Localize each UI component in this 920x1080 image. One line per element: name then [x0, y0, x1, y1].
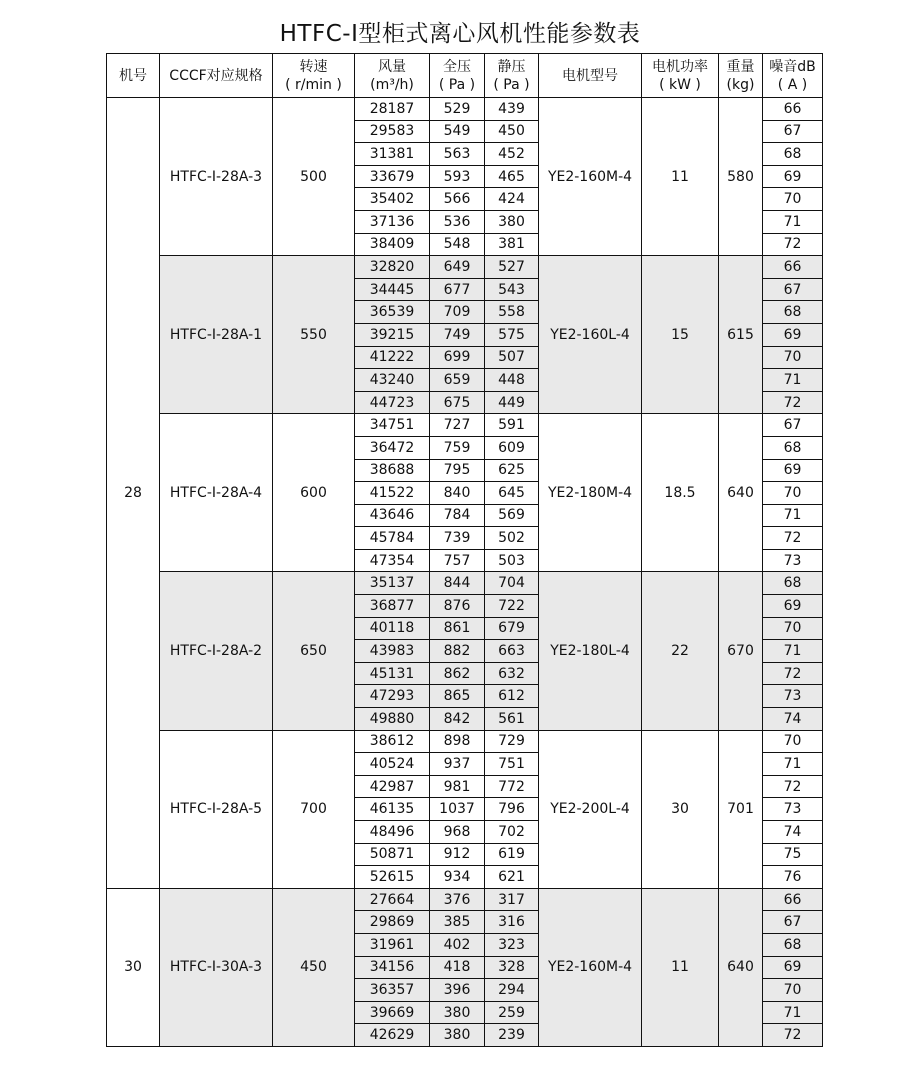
air-volume-cell: 35137 [355, 572, 430, 595]
motor-model-cell: YE2-160L-4 [539, 256, 642, 414]
header-text: 全压 [443, 58, 471, 75]
air-volume-cell: 28187 [355, 98, 430, 121]
static-pressure-cell: 507 [485, 346, 539, 369]
air-volume-cell: 48496 [355, 821, 430, 844]
static-pressure-cell: 448 [485, 369, 539, 392]
total-pressure-cell: 563 [430, 143, 485, 166]
total-pressure-cell: 396 [430, 979, 485, 1002]
header-text: 风量 [378, 58, 406, 75]
air-volume-cell: 45784 [355, 527, 430, 550]
total-pressure-cell: 981 [430, 775, 485, 798]
table-row [107, 256, 823, 279]
header-text: CCCF对应规格 [169, 67, 263, 84]
static-pressure-cell: 294 [485, 979, 539, 1002]
total-pressure-cell: 968 [430, 821, 485, 844]
air-volume-cell: 49880 [355, 708, 430, 731]
header-static-pressure [485, 54, 539, 98]
noise-cell: 66 [763, 888, 823, 911]
total-pressure-cell: 749 [430, 323, 485, 346]
air-volume-cell: 47354 [355, 549, 430, 572]
static-pressure-cell: 612 [485, 685, 539, 708]
air-volume-cell: 38688 [355, 459, 430, 482]
air-volume-cell: 40524 [355, 753, 430, 776]
air-volume-cell: 36472 [355, 436, 430, 459]
total-pressure-cell: 861 [430, 617, 485, 640]
noise-cell: 67 [763, 414, 823, 437]
air-volume-cell: 40118 [355, 617, 430, 640]
total-pressure-cell: 677 [430, 278, 485, 301]
air-volume-cell: 37136 [355, 210, 430, 233]
noise-cell: 75 [763, 843, 823, 866]
air-volume-cell: 52615 [355, 866, 430, 889]
noise-cell: 72 [763, 1024, 823, 1047]
spec-cell: HTFC-I-28A-3 [160, 98, 273, 256]
header-motor-power [642, 54, 719, 98]
noise-cell: 68 [763, 301, 823, 324]
noise-cell: 74 [763, 708, 823, 731]
spec-cell: HTFC-I-28A-2 [160, 572, 273, 730]
air-volume-cell: 29583 [355, 120, 430, 143]
static-pressure-cell: 575 [485, 323, 539, 346]
air-volume-cell: 31381 [355, 143, 430, 166]
spec-cell: HTFC-I-28A-5 [160, 730, 273, 888]
table-row [107, 888, 823, 911]
header-row [107, 54, 823, 98]
noise-cell: 67 [763, 278, 823, 301]
static-pressure-cell: 591 [485, 414, 539, 437]
motor-power-cell: 22 [642, 572, 719, 730]
noise-cell: 70 [763, 617, 823, 640]
air-volume-cell: 34156 [355, 956, 430, 979]
machine-no-cell: 28 [107, 98, 160, 889]
air-volume-cell: 36357 [355, 979, 430, 1002]
speed-cell: 450 [273, 888, 355, 1046]
noise-cell: 70 [763, 482, 823, 505]
static-pressure-cell: 439 [485, 98, 539, 121]
header-noise [763, 54, 823, 98]
header-text: ( Pa ) [438, 76, 476, 93]
static-pressure-cell: 239 [485, 1024, 539, 1047]
weight-cell: 670 [719, 572, 763, 730]
static-pressure-cell: 323 [485, 933, 539, 956]
static-pressure-cell: 632 [485, 662, 539, 685]
static-pressure-cell: 452 [485, 143, 539, 166]
header-text: ( Pa ) [493, 76, 530, 93]
total-pressure-cell: 380 [430, 1001, 485, 1024]
header-text: ( r/min ) [285, 76, 342, 93]
speed-cell: 550 [273, 256, 355, 414]
static-pressure-cell: 502 [485, 527, 539, 550]
header-text: (kg) [726, 76, 755, 93]
static-pressure-cell: 704 [485, 572, 539, 595]
total-pressure-cell: 757 [430, 549, 485, 572]
noise-cell: 67 [763, 911, 823, 934]
motor-power-cell: 18.5 [642, 414, 719, 572]
total-pressure-cell: 862 [430, 662, 485, 685]
header-weight [719, 54, 763, 98]
noise-cell: 72 [763, 527, 823, 550]
header-text: ( A ) [777, 76, 808, 93]
noise-cell: 70 [763, 979, 823, 1002]
static-pressure-cell: 722 [485, 595, 539, 618]
total-pressure-cell: 882 [430, 640, 485, 663]
noise-cell: 73 [763, 798, 823, 821]
weight-cell: 701 [719, 730, 763, 888]
noise-cell: 73 [763, 549, 823, 572]
total-pressure-cell: 566 [430, 188, 485, 211]
total-pressure-cell: 593 [430, 165, 485, 188]
header-text: 转速 [299, 58, 328, 75]
noise-cell: 71 [763, 504, 823, 527]
machine-no-cell: 30 [107, 888, 160, 1046]
noise-cell: 71 [763, 210, 823, 233]
speed-cell: 700 [273, 730, 355, 888]
table-row [107, 98, 823, 121]
static-pressure-cell: 772 [485, 775, 539, 798]
noise-cell: 71 [763, 640, 823, 663]
noise-cell: 76 [763, 866, 823, 889]
spec-cell: HTFC-I-30A-3 [160, 888, 273, 1046]
noise-cell: 72 [763, 662, 823, 685]
speed-cell: 650 [273, 572, 355, 730]
header-text: 重量 [726, 58, 755, 75]
motor-model-cell: YE2-200L-4 [539, 730, 642, 888]
static-pressure-cell: 328 [485, 956, 539, 979]
table-row [107, 572, 823, 595]
noise-cell: 69 [763, 459, 823, 482]
speed-cell: 600 [273, 414, 355, 572]
total-pressure-cell: 912 [430, 843, 485, 866]
noise-cell: 72 [763, 391, 823, 414]
air-volume-cell: 36539 [355, 301, 430, 324]
performance-table [106, 53, 823, 1047]
air-volume-cell: 32820 [355, 256, 430, 279]
weight-cell: 580 [719, 98, 763, 256]
noise-cell: 66 [763, 256, 823, 279]
air-volume-cell: 36877 [355, 595, 430, 618]
spec-cell: HTFC-I-28A-4 [160, 414, 273, 572]
motor-model-cell: YE2-180M-4 [539, 414, 642, 572]
air-volume-cell: 38409 [355, 233, 430, 256]
air-volume-cell: 41522 [355, 482, 430, 505]
table-row [107, 414, 823, 437]
static-pressure-cell: 609 [485, 436, 539, 459]
static-pressure-cell: 679 [485, 617, 539, 640]
noise-cell: 74 [763, 821, 823, 844]
static-pressure-cell: 645 [485, 482, 539, 505]
header-text: (m³/h) [370, 76, 414, 93]
header-total-pressure [430, 54, 485, 98]
total-pressure-cell: 659 [430, 369, 485, 392]
noise-cell: 72 [763, 233, 823, 256]
static-pressure-cell: 259 [485, 1001, 539, 1024]
noise-cell: 71 [763, 1001, 823, 1024]
weight-cell: 640 [719, 414, 763, 572]
total-pressure-cell: 784 [430, 504, 485, 527]
air-volume-cell: 38612 [355, 730, 430, 753]
total-pressure-cell: 548 [430, 233, 485, 256]
header-cccf-spec [160, 54, 273, 98]
air-volume-cell: 42629 [355, 1024, 430, 1047]
noise-cell: 69 [763, 595, 823, 618]
header-text: 噪音dB [769, 58, 816, 75]
table-row [107, 730, 823, 753]
static-pressure-cell: 751 [485, 753, 539, 776]
static-pressure-cell: 503 [485, 549, 539, 572]
motor-power-cell: 11 [642, 98, 719, 256]
air-volume-cell: 43240 [355, 369, 430, 392]
total-pressure-cell: 376 [430, 888, 485, 911]
air-volume-cell: 33679 [355, 165, 430, 188]
total-pressure-cell: 937 [430, 753, 485, 776]
air-volume-cell: 31961 [355, 933, 430, 956]
total-pressure-cell: 699 [430, 346, 485, 369]
air-volume-cell: 39669 [355, 1001, 430, 1024]
header-air-volume [355, 54, 430, 98]
static-pressure-cell: 527 [485, 256, 539, 279]
header-text: 电机功率 [652, 58, 708, 75]
static-pressure-cell: 663 [485, 640, 539, 663]
static-pressure-cell: 316 [485, 911, 539, 934]
static-pressure-cell: 558 [485, 301, 539, 324]
static-pressure-cell: 619 [485, 843, 539, 866]
noise-cell: 70 [763, 730, 823, 753]
noise-cell: 69 [763, 165, 823, 188]
header-machine-no [107, 54, 160, 98]
weight-cell: 640 [719, 888, 763, 1046]
total-pressure-cell: 876 [430, 595, 485, 618]
noise-cell: 69 [763, 323, 823, 346]
air-volume-cell: 41222 [355, 346, 430, 369]
static-pressure-cell: 621 [485, 866, 539, 889]
noise-cell: 68 [763, 933, 823, 956]
speed-cell: 500 [273, 98, 355, 256]
table-body [107, 98, 823, 1047]
motor-power-cell: 11 [642, 888, 719, 1046]
total-pressure-cell: 934 [430, 866, 485, 889]
air-volume-cell: 39215 [355, 323, 430, 346]
spec-cell: HTFC-I-28A-1 [160, 256, 273, 414]
noise-cell: 67 [763, 120, 823, 143]
motor-power-cell: 15 [642, 256, 719, 414]
static-pressure-cell: 450 [485, 120, 539, 143]
total-pressure-cell: 844 [430, 572, 485, 595]
total-pressure-cell: 865 [430, 685, 485, 708]
static-pressure-cell: 702 [485, 821, 539, 844]
air-volume-cell: 43646 [355, 504, 430, 527]
total-pressure-cell: 549 [430, 120, 485, 143]
air-volume-cell: 27664 [355, 888, 430, 911]
motor-model-cell: YE2-160M-4 [539, 888, 642, 1046]
air-volume-cell: 29869 [355, 911, 430, 934]
static-pressure-cell: 424 [485, 188, 539, 211]
total-pressure-cell: 649 [430, 256, 485, 279]
noise-cell: 70 [763, 188, 823, 211]
total-pressure-cell: 795 [430, 459, 485, 482]
noise-cell: 73 [763, 685, 823, 708]
total-pressure-cell: 709 [430, 301, 485, 324]
noise-cell: 69 [763, 956, 823, 979]
noise-cell: 68 [763, 572, 823, 595]
static-pressure-cell: 625 [485, 459, 539, 482]
header-text: ( kW ) [659, 76, 701, 93]
noise-cell: 71 [763, 753, 823, 776]
air-volume-cell: 47293 [355, 685, 430, 708]
total-pressure-cell: 385 [430, 911, 485, 934]
air-volume-cell: 46135 [355, 798, 430, 821]
static-pressure-cell: 449 [485, 391, 539, 414]
static-pressure-cell: 380 [485, 210, 539, 233]
header-speed [273, 54, 355, 98]
noise-cell: 68 [763, 143, 823, 166]
total-pressure-cell: 675 [430, 391, 485, 414]
total-pressure-cell: 529 [430, 98, 485, 121]
static-pressure-cell: 543 [485, 278, 539, 301]
header-text: 机号 [119, 67, 147, 84]
total-pressure-cell: 418 [430, 956, 485, 979]
air-volume-cell: 42987 [355, 775, 430, 798]
air-volume-cell: 43983 [355, 640, 430, 663]
weight-cell: 615 [719, 256, 763, 414]
static-pressure-cell: 465 [485, 165, 539, 188]
total-pressure-cell: 840 [430, 482, 485, 505]
motor-power-cell: 30 [642, 730, 719, 888]
air-volume-cell: 34445 [355, 278, 430, 301]
total-pressure-cell: 739 [430, 527, 485, 550]
header-text: 电机型号 [562, 67, 618, 84]
static-pressure-cell: 561 [485, 708, 539, 731]
page-title: HTFC-Ⅰ型柜式离心风机性能参数表 [279, 21, 641, 47]
motor-model-cell: YE2-180L-4 [539, 572, 642, 730]
noise-cell: 68 [763, 436, 823, 459]
total-pressure-cell: 380 [430, 1024, 485, 1047]
header-text: 静压 [497, 58, 526, 75]
total-pressure-cell: 402 [430, 933, 485, 956]
static-pressure-cell: 317 [485, 888, 539, 911]
air-volume-cell: 34751 [355, 414, 430, 437]
static-pressure-cell: 729 [485, 730, 539, 753]
total-pressure-cell: 1037 [430, 798, 485, 821]
static-pressure-cell: 381 [485, 233, 539, 256]
air-volume-cell: 35402 [355, 188, 430, 211]
total-pressure-cell: 727 [430, 414, 485, 437]
total-pressure-cell: 536 [430, 210, 485, 233]
static-pressure-cell: 569 [485, 504, 539, 527]
total-pressure-cell: 898 [430, 730, 485, 753]
total-pressure-cell: 759 [430, 436, 485, 459]
air-volume-cell: 45131 [355, 662, 430, 685]
motor-model-cell: YE2-160M-4 [539, 98, 642, 256]
noise-cell: 66 [763, 98, 823, 121]
static-pressure-cell: 796 [485, 798, 539, 821]
noise-cell: 71 [763, 369, 823, 392]
header-motor-model [539, 54, 642, 98]
noise-cell: 72 [763, 775, 823, 798]
noise-cell: 70 [763, 346, 823, 369]
air-volume-cell: 50871 [355, 843, 430, 866]
air-volume-cell: 44723 [355, 391, 430, 414]
total-pressure-cell: 842 [430, 708, 485, 731]
